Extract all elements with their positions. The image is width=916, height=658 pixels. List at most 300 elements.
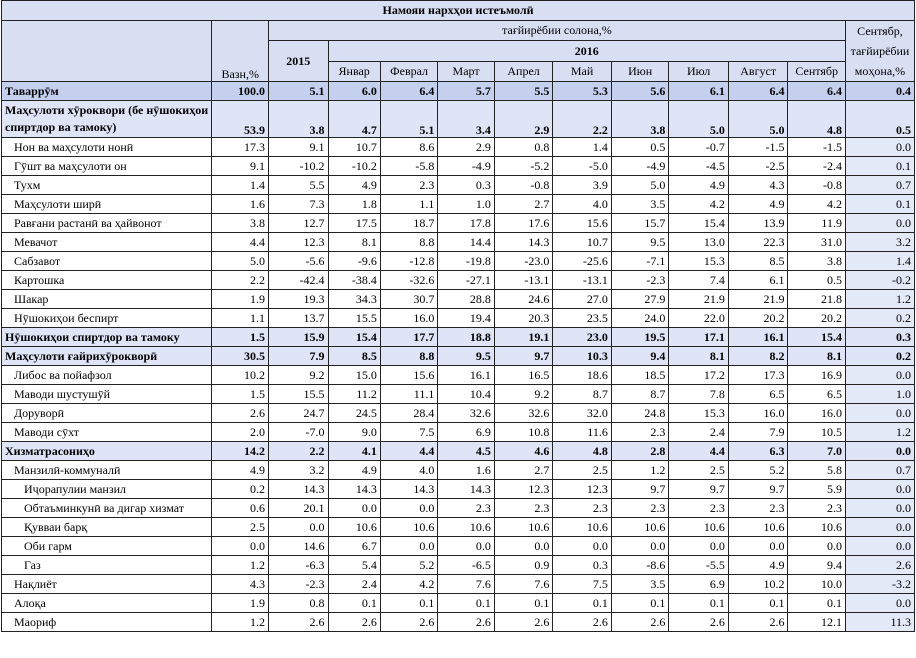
month-value-cell: 22.3 [728, 233, 788, 252]
month-value-cell: 0.1 [438, 594, 494, 613]
value-2015-cell: 2.6 [268, 613, 328, 632]
table-row [2, 556, 915, 575]
month-value-cell: 0.0 [553, 537, 612, 556]
month-value-cell: 0.0 [611, 537, 669, 556]
monthly-change-cell: 1.4 [845, 252, 914, 271]
month-value-cell: -4.9 [611, 157, 669, 176]
month-value-cell: 14.4 [438, 233, 494, 252]
month-value-cell: 3.9 [553, 176, 612, 195]
monthly-change-cell: 0.0 [845, 442, 914, 461]
month-value-cell: 17.3 [728, 366, 788, 385]
month-value-cell: -4.9 [438, 157, 494, 176]
month-value-cell: 15.4 [788, 328, 846, 347]
month-value-cell: -0.8 [494, 176, 553, 195]
monthly-change-cell: 0.2 [845, 309, 914, 328]
row-label: Алоқа [2, 594, 212, 613]
month-value-cell: -12.8 [380, 252, 438, 271]
month-value-cell: 4.2 [380, 575, 438, 594]
table-row [2, 366, 915, 385]
weight-cell: 2.2 [212, 271, 268, 290]
row-label: Маҳсулоти ширӣ [2, 195, 212, 214]
month-value-cell: 4.5 [438, 442, 494, 461]
month-value-cell: 4.0 [380, 461, 438, 480]
row-label: Газ [2, 556, 212, 575]
weight-header: Вазн,% [212, 21, 268, 82]
row-label: Маводи сӯхт [2, 423, 212, 442]
month-value-cell: 19.5 [611, 328, 669, 347]
month-value-cell: 8.1 [328, 233, 380, 252]
table-row [2, 404, 915, 423]
month-header: Июл [669, 62, 729, 82]
row-label: Оби гарм [2, 537, 212, 556]
month-value-cell: 28.4 [380, 404, 438, 423]
value-2015-cell: 15.5 [268, 385, 328, 404]
month-value-cell: 11.9 [788, 214, 846, 233]
month-value-cell: 6.0 [328, 82, 380, 101]
month-value-cell: 2.3 [611, 423, 669, 442]
month-header: Май [553, 62, 612, 82]
month-value-cell: 0.1 [669, 594, 729, 613]
month-value-cell: 9.2 [494, 385, 553, 404]
monthly-change-cell: 1.2 [845, 290, 914, 309]
monthly-change-cell: 0.4 [845, 82, 914, 101]
month-value-cell: 2.6 [611, 613, 669, 632]
weight-cell: 1.6 [212, 195, 268, 214]
value-2015-cell: -6.3 [268, 556, 328, 575]
table-row [2, 309, 915, 328]
month-value-cell: 5.0 [669, 101, 729, 138]
month-value-cell: 4.2 [669, 195, 729, 214]
month-value-cell: 0.5 [788, 271, 846, 290]
month-value-cell: -0.7 [669, 138, 729, 157]
month-value-cell: 17.1 [669, 328, 729, 347]
month-value-cell: 0.1 [728, 594, 788, 613]
table-row [2, 328, 915, 347]
month-value-cell: 10.7 [328, 138, 380, 157]
month-value-cell: 3.8 [788, 252, 846, 271]
row-label: Гӯшт ва маҳсулоти он [2, 157, 212, 176]
month-value-cell: 2.7 [494, 461, 553, 480]
month-value-cell: 32.0 [553, 404, 612, 423]
month-value-cell: 4.9 [669, 176, 729, 195]
monthly-change-cell: -0.2 [845, 271, 914, 290]
month-value-cell: 0.0 [380, 537, 438, 556]
month-value-cell: 15.6 [553, 214, 612, 233]
month-value-cell: 10.6 [494, 518, 553, 537]
month-value-cell: -23.0 [494, 252, 553, 271]
month-value-cell: 15.0 [328, 366, 380, 385]
table-row [2, 101, 915, 138]
row-label: Қувваи барқ [2, 518, 212, 537]
month-value-cell: 8.7 [611, 385, 669, 404]
month-value-cell: 2.4 [669, 423, 729, 442]
month-value-cell: 2.9 [494, 101, 553, 138]
monthly-change-cell: 11.3 [845, 613, 914, 632]
annual-change-header: тағйирёбии солона,% [268, 21, 845, 41]
month-value-cell: 12.3 [553, 480, 612, 499]
month-value-cell: 6.9 [669, 575, 729, 594]
month-value-cell: 10.4 [438, 385, 494, 404]
month-value-cell: 15.5 [328, 309, 380, 328]
value-2015-cell: 12.7 [268, 214, 328, 233]
cpi-table [1, 0, 915, 632]
month-value-cell: 2.4 [328, 575, 380, 594]
month-value-cell: 2.3 [438, 499, 494, 518]
month-value-cell: 8.1 [669, 347, 729, 366]
month-value-cell: 15.4 [328, 328, 380, 347]
month-value-cell: 4.9 [328, 176, 380, 195]
row-label: Обтаъминкунӣ ва дигар хизмат [2, 499, 212, 518]
month-value-cell: 31.0 [788, 233, 846, 252]
table-row [2, 195, 915, 214]
value-2015-cell: 5.1 [268, 82, 328, 101]
weight-cell: 17.3 [212, 138, 268, 157]
month-value-cell: 10.2 [728, 575, 788, 594]
table-row [2, 461, 915, 480]
month-value-cell: 0.0 [438, 537, 494, 556]
weight-cell: 2.0 [212, 423, 268, 442]
month-header: Сентябр [788, 62, 846, 82]
weight-cell: 1.2 [212, 613, 268, 632]
month-value-cell: 6.1 [728, 271, 788, 290]
month-value-cell: -2.5 [728, 157, 788, 176]
month-value-cell: -25.6 [553, 252, 612, 271]
value-2015-cell: 14.3 [268, 480, 328, 499]
month-value-cell: 16.1 [728, 328, 788, 347]
month-value-cell: 18.8 [438, 328, 494, 347]
value-2015-cell: 24.7 [268, 404, 328, 423]
month-value-cell: -5.0 [553, 157, 612, 176]
value-2015-cell: 0.0 [268, 518, 328, 537]
month-value-cell: 13.0 [669, 233, 729, 252]
month-value-cell: 5.0 [611, 176, 669, 195]
weight-cell: 1.9 [212, 290, 268, 309]
month-value-cell: 3.8 [611, 101, 669, 138]
weight-cell: 1.5 [212, 328, 268, 347]
month-value-cell: 8.6 [380, 138, 438, 157]
month-value-cell: 7.6 [438, 575, 494, 594]
month-value-cell: 2.6 [553, 613, 612, 632]
month-value-cell: 14.3 [438, 480, 494, 499]
month-value-cell: 11.2 [328, 385, 380, 404]
monthly-change-header: Сентябр, тағйирёбии моҳона,% [845, 21, 914, 82]
month-value-cell: 5.3 [553, 82, 612, 101]
month-value-cell: -8.6 [611, 556, 669, 575]
table-body [2, 82, 915, 632]
month-value-cell: 0.1 [788, 594, 846, 613]
table-row [2, 176, 915, 195]
month-value-cell: 14.3 [328, 480, 380, 499]
month-value-cell: -5.8 [380, 157, 438, 176]
month-value-cell: 7.0 [788, 442, 846, 461]
year-2016-header: 2016 [328, 41, 845, 62]
table-row [2, 290, 915, 309]
row-label: Нӯшокиҳои спиртдор ва тамоку [2, 328, 212, 347]
table-row [2, 518, 915, 537]
month-value-cell: 15.7 [611, 214, 669, 233]
month-header: Январ [328, 62, 380, 82]
month-value-cell: 0.1 [494, 594, 553, 613]
month-value-cell: 0.0 [728, 537, 788, 556]
month-value-cell: 1.4 [553, 138, 612, 157]
month-value-cell: -9.6 [328, 252, 380, 271]
month-value-cell: 24.8 [611, 404, 669, 423]
monthly-change-cell: 2.6 [845, 556, 914, 575]
month-value-cell: 0.1 [328, 594, 380, 613]
month-value-cell: 2.6 [380, 613, 438, 632]
month-value-cell: -2.3 [611, 271, 669, 290]
weight-cell: 4.3 [212, 575, 268, 594]
month-value-cell: 2.5 [669, 461, 729, 480]
row-label: Тухм [2, 176, 212, 195]
month-value-cell: -6.5 [438, 556, 494, 575]
month-value-cell: 21.8 [788, 290, 846, 309]
weight-cell: 9.1 [212, 157, 268, 176]
value-2015-cell: 2.2 [268, 442, 328, 461]
value-2015-cell: 20.1 [268, 499, 328, 518]
month-value-cell: 2.6 [728, 613, 788, 632]
table-row [2, 347, 915, 366]
month-value-cell: 7.5 [380, 423, 438, 442]
month-value-cell: 10.6 [553, 518, 612, 537]
month-value-cell: 9.7 [669, 480, 729, 499]
monthly-change-cell: 0.0 [845, 518, 914, 537]
month-value-cell: 4.7 [328, 101, 380, 138]
month-value-cell: 4.4 [669, 442, 729, 461]
month-value-cell: 5.2 [728, 461, 788, 480]
monthly-change-cell: 0.0 [845, 214, 914, 233]
row-label: Либос ва пойафзол [2, 366, 212, 385]
month-value-cell: 0.3 [438, 176, 494, 195]
month-value-cell: 20.3 [494, 309, 553, 328]
month-value-cell: 10.6 [728, 518, 788, 537]
month-value-cell: 2.3 [788, 499, 846, 518]
month-value-cell: 21.9 [728, 290, 788, 309]
month-value-cell: 2.3 [494, 499, 553, 518]
row-label: Равғани растанӣ ва ҳайвонот [2, 214, 212, 233]
row-label: Шакар [2, 290, 212, 309]
month-value-cell: 2.6 [494, 613, 553, 632]
row-label: Маводи шустушӯй [2, 385, 212, 404]
month-value-cell: 6.4 [788, 82, 846, 101]
month-value-cell: 1.6 [438, 461, 494, 480]
value-2015-cell: 13.7 [268, 309, 328, 328]
year-2015-header: 2015 [268, 41, 328, 82]
month-value-cell: 20.2 [728, 309, 788, 328]
month-value-cell: 3.4 [438, 101, 494, 138]
monthly-change-cell: 3.2 [845, 233, 914, 252]
month-value-cell: 14.3 [494, 233, 553, 252]
month-value-cell: 17.2 [669, 366, 729, 385]
row-label: Маҳсулоти хӯроквори (бе нӯшокиҳои спиртдор ва тамоку) [2, 101, 212, 138]
table-row [2, 271, 915, 290]
month-value-cell: -1.5 [728, 138, 788, 157]
value-2015-cell: 19.3 [268, 290, 328, 309]
month-value-cell: 9.5 [438, 347, 494, 366]
month-value-cell: 2.3 [553, 499, 612, 518]
month-value-cell: 8.8 [380, 233, 438, 252]
month-value-cell: 0.1 [611, 594, 669, 613]
month-value-cell: 10.6 [438, 518, 494, 537]
weight-cell: 1.1 [212, 309, 268, 328]
month-value-cell: 34.3 [328, 290, 380, 309]
value-2015-cell: -7.0 [268, 423, 328, 442]
month-value-cell: 11.1 [380, 385, 438, 404]
month-header: Июн [611, 62, 669, 82]
month-value-cell: -13.1 [494, 271, 553, 290]
weight-cell: 1.5 [212, 385, 268, 404]
month-value-cell: 4.3 [728, 176, 788, 195]
row-label: Нон ва маҳсулоти нонӣ [2, 138, 212, 157]
row-label: Нақлиёт [2, 575, 212, 594]
month-value-cell: 19.1 [494, 328, 553, 347]
label-header [2, 21, 212, 82]
month-value-cell: -10.2 [328, 157, 380, 176]
month-value-cell: 5.0 [728, 101, 788, 138]
month-value-cell: -7.1 [611, 252, 669, 271]
row-label: Доруворӣ [2, 404, 212, 423]
month-value-cell: 24.6 [494, 290, 553, 309]
monthly-change-cell: 0.1 [845, 157, 914, 176]
month-value-cell: -4.5 [669, 157, 729, 176]
monthly-change-cell: 0.0 [845, 480, 914, 499]
month-value-cell: 27.9 [611, 290, 669, 309]
month-value-cell: 7.6 [494, 575, 553, 594]
month-value-cell: 1.2 [611, 461, 669, 480]
month-value-cell: 0.1 [553, 594, 612, 613]
month-value-cell: 18.5 [611, 366, 669, 385]
month-value-cell: -13.1 [553, 271, 612, 290]
month-value-cell: 16.0 [788, 404, 846, 423]
month-value-cell: 1.8 [328, 195, 380, 214]
month-value-cell: 10.6 [380, 518, 438, 537]
table-row [2, 442, 915, 461]
month-value-cell: 24.0 [611, 309, 669, 328]
weight-cell: 10.2 [212, 366, 268, 385]
month-value-cell: 5.6 [611, 82, 669, 101]
month-value-cell: 28.8 [438, 290, 494, 309]
weight-cell: 0.6 [212, 499, 268, 518]
month-value-cell: 6.3 [728, 442, 788, 461]
month-value-cell: 2.6 [328, 613, 380, 632]
month-value-cell: 5.4 [328, 556, 380, 575]
weight-cell: 4.4 [212, 233, 268, 252]
month-value-cell: -5.5 [669, 556, 729, 575]
month-value-cell: 9.7 [611, 480, 669, 499]
month-value-cell: 23.0 [553, 328, 612, 347]
month-value-cell: 4.6 [494, 442, 553, 461]
row-label: Нӯшокиҳои беспирт [2, 309, 212, 328]
weight-cell: 5.0 [212, 252, 268, 271]
month-value-cell: 18.7 [380, 214, 438, 233]
value-2015-cell: 7.9 [268, 347, 328, 366]
month-value-cell: 4.8 [553, 442, 612, 461]
month-value-cell: 15.3 [669, 404, 729, 423]
table-row [2, 575, 915, 594]
month-value-cell: 9.5 [611, 233, 669, 252]
weight-cell: 2.5 [212, 518, 268, 537]
month-value-cell: 5.7 [438, 82, 494, 101]
row-label: Таваррӯм [2, 82, 212, 101]
month-value-cell: 15.4 [669, 214, 729, 233]
monthly-change-cell: 0.0 [845, 138, 914, 157]
row-label: Картошка [2, 271, 212, 290]
monthly-change-cell: 0.7 [845, 176, 914, 195]
month-header: Апрел [494, 62, 553, 82]
month-value-cell: 16.0 [728, 404, 788, 423]
month-value-cell: 8.7 [553, 385, 612, 404]
month-value-cell: 17.5 [328, 214, 380, 233]
month-value-cell: 2.9 [438, 138, 494, 157]
month-value-cell: 10.7 [553, 233, 612, 252]
month-value-cell: 10.6 [611, 518, 669, 537]
month-value-cell: 3.5 [611, 195, 669, 214]
table-row [2, 613, 915, 632]
month-value-cell: 9.4 [788, 556, 846, 575]
weight-cell: 0.2 [212, 480, 268, 499]
month-header: Феврал [380, 62, 438, 82]
month-value-cell: 7.9 [728, 423, 788, 442]
month-value-cell: 16.9 [788, 366, 846, 385]
month-value-cell: 11.6 [553, 423, 612, 442]
month-value-cell: 1.1 [380, 195, 438, 214]
month-value-cell: 32.6 [438, 404, 494, 423]
table-row [2, 480, 915, 499]
monthly-change-cell: 0.2 [845, 347, 914, 366]
month-value-cell: -1.5 [788, 138, 846, 157]
value-2015-cell: -10.2 [268, 157, 328, 176]
month-value-cell: 8.5 [728, 252, 788, 271]
month-value-cell: 10.6 [328, 518, 380, 537]
month-value-cell: 8.8 [380, 347, 438, 366]
month-value-cell: 10.8 [494, 423, 553, 442]
month-value-cell: 10.6 [788, 518, 846, 537]
month-value-cell: -27.1 [438, 271, 494, 290]
month-value-cell: 17.7 [380, 328, 438, 347]
month-value-cell: 24.5 [328, 404, 380, 423]
month-value-cell: 2.3 [669, 499, 729, 518]
value-2015-cell: 15.9 [268, 328, 328, 347]
month-value-cell: 9.4 [611, 347, 669, 366]
weight-cell: 53.9 [212, 101, 268, 138]
table-row [2, 252, 915, 271]
value-2015-cell: 9.1 [268, 138, 328, 157]
month-value-cell: 6.4 [728, 82, 788, 101]
month-value-cell: 0.0 [380, 499, 438, 518]
month-value-cell: 12.3 [494, 480, 553, 499]
table-row [2, 499, 915, 518]
monthly-change-cell: 0.0 [845, 594, 914, 613]
value-2015-cell: 9.2 [268, 366, 328, 385]
value-2015-cell: -2.3 [268, 575, 328, 594]
month-value-cell: 5.1 [380, 101, 438, 138]
value-2015-cell: 3.2 [268, 461, 328, 480]
monthly-change-cell: 0.7 [845, 461, 914, 480]
month-value-cell: 16.0 [380, 309, 438, 328]
row-label: Хизматрасониҳо [2, 442, 212, 461]
month-value-cell: 22.0 [669, 309, 729, 328]
month-value-cell: 0.3 [553, 556, 612, 575]
month-value-cell: 10.3 [553, 347, 612, 366]
row-label: Сабзавот [2, 252, 212, 271]
weight-cell: 1.4 [212, 176, 268, 195]
month-value-cell: 6.1 [669, 82, 729, 101]
month-value-cell: 9.0 [328, 423, 380, 442]
month-value-cell: 8.2 [728, 347, 788, 366]
weight-cell: 30.5 [212, 347, 268, 366]
month-value-cell: 19.4 [438, 309, 494, 328]
month-value-cell: 0.8 [494, 138, 553, 157]
